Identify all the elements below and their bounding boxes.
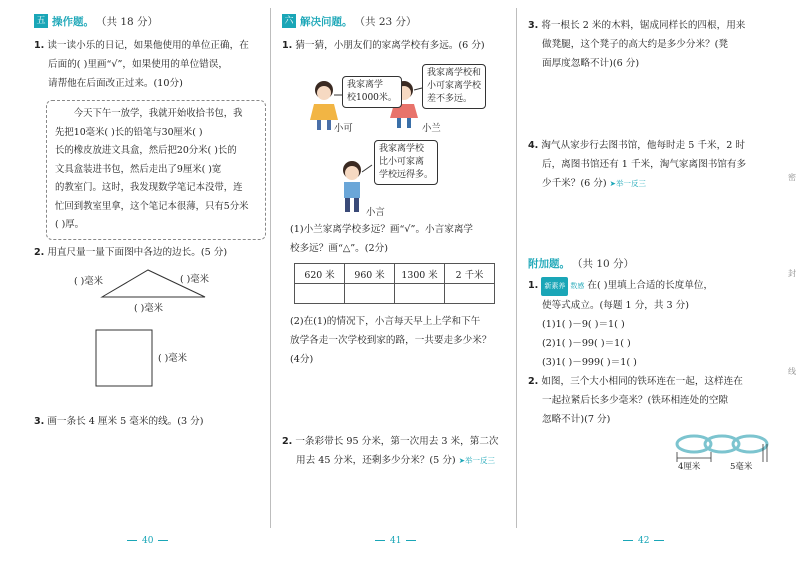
- practice-tag[interactable]: ➤举一反三: [458, 456, 496, 465]
- table-header-cell: 1300 米: [395, 264, 445, 284]
- section-title: 解决问题。: [300, 15, 353, 28]
- page-42: [518, 0, 800, 546]
- question-1-part-2: (2)在(1)的情况下，小言每天早上上学和下午 放学各走一次学校到家的路，一共要走多少米？ (4分): [290, 316, 492, 365]
- page-number: 41: [370, 536, 421, 546]
- speech-bubble-yan: 我家离学校 比小可家离 学校远得多。: [374, 140, 438, 185]
- answer-cell[interactable]: [395, 284, 445, 304]
- speech-bubble-kexe: 我家离学 校1000米。: [342, 76, 402, 108]
- answer-cell[interactable]: [345, 284, 395, 304]
- column-divider: [516, 8, 517, 528]
- name-yan: 小言: [366, 207, 385, 218]
- page-number: 42: [618, 536, 669, 546]
- section-title: 操作题。: [52, 15, 94, 28]
- ring-width-label: 4厘米: [678, 462, 701, 472]
- question-1: 1. 读一读小乐的日记，如果他使用的单位正确，在 后面的( )里画“√”，如果使用的单位错误， 请帮他在后面改正过来。(10分): [34, 40, 249, 89]
- extra-title: 附加题。: [528, 257, 570, 270]
- name-lan: 小兰: [422, 123, 441, 134]
- boy-yan-figure: [343, 161, 361, 212]
- triangle-bottom-label: ( )毫米: [134, 303, 164, 314]
- practice-tag[interactable]: ➤举一反三: [609, 179, 646, 188]
- table-header-cell: 620 米: [295, 264, 345, 284]
- square-side-label: ( )毫米: [158, 353, 188, 364]
- question-1: 1. 猜一猜，小朋友们的家离学校有多远。(6 分): [282, 40, 485, 51]
- binding-mark: 封: [788, 269, 796, 278]
- column-divider: [270, 8, 271, 528]
- speech-bubble-lan: 我家离学校和 小可家离学校 差不多远。: [422, 64, 486, 109]
- triangle-left-label: ( )毫米: [74, 276, 104, 287]
- section-score: （共 18 分）: [96, 15, 159, 28]
- name-kexe: 小可: [334, 123, 353, 134]
- page-number: 40: [122, 536, 173, 546]
- extra-question-1: 1. 新素养 数感 在( )里填上合适的长度单位， 使等式成立。(每题 1 分，共 3 分) (1)1( )－9( )＝1( ) (2)1( )－99( )＝1( ) (3)1( )－999( )＝1( ): [528, 276, 772, 372]
- page-40: [0, 0, 270, 546]
- question-3: 3. 画一条长 4 厘米 5 毫米的线。(3 分): [34, 416, 204, 427]
- triangle-right-label: ( )毫米: [180, 274, 210, 285]
- new-literacy-badge: 新素养: [541, 277, 568, 296]
- question-3: 3. 将一根长 2 米的木料，锯成同样长的四根，用来 做凳腿，这个凳子的高大约是多少分米？(凳 面厚度忽略不计)(6 分): [528, 20, 746, 69]
- answer-cell[interactable]: [295, 284, 345, 304]
- binding-mark: 密: [788, 173, 796, 182]
- ring-thickness-label: 5毫米: [730, 462, 753, 472]
- distance-table: [294, 263, 495, 304]
- extra-score: （共 10 分）: [572, 257, 635, 270]
- page-41: [272, 0, 516, 546]
- iron-rings-figure: [518, 0, 800, 532]
- diary-box: 今天下午一放学，我就开始收拾书包，我 先把10毫米( )长的铅笔与30厘米( ) 长的橡皮放进文具盒，然后把20分米( )长的 文具盒装进书包，然后走出了9厘米( )宽 的教室门。这时，我发现数学笔记本没带，连 忙回到教室里拿，这个笔记本很薄，只有5分米 ( )厚。: [46, 100, 266, 240]
- measure-figures: [0, 0, 270, 532]
- answer-cell[interactable]: [445, 284, 495, 304]
- section-badge: 六: [282, 14, 296, 28]
- table-header-cell: 960 米: [345, 264, 395, 284]
- table-header-cell: 2 千米: [445, 264, 495, 284]
- binding-mark: 线: [788, 367, 796, 376]
- section-score: （共 23 分）: [354, 15, 417, 28]
- question-1-part-1: (1)小兰家离学校多远？画“√”。小言家离学 校多远？画“△”。(2分): [290, 224, 474, 254]
- extra-question-2: 2. 如图，三个大小相同的铁环连在一起，这样连在 一起拉紧后长多少毫米？(铁环相连处的空隙 忽略不计)(7 分): [528, 376, 743, 425]
- square-shape: [96, 330, 152, 386]
- section-badge: 五: [34, 14, 48, 28]
- question-2: 2. 用直尺量一量下面图中各边的边长。(5 分): [34, 247, 228, 258]
- question-4: 4. 淘气从家步行去图书馆，他每时走 5 千米，2 时 后，离图书馆还有 1 千米，淘气家离图书馆有多 少千米？(6 分) ➤举一反三: [528, 140, 747, 189]
- question-2: 2. 一条彩带长 95 分米，第一次用去 3 米，第二次 用去 45 分米，还剩多少分米？(5 分) ➤举一反三: [282, 436, 499, 466]
